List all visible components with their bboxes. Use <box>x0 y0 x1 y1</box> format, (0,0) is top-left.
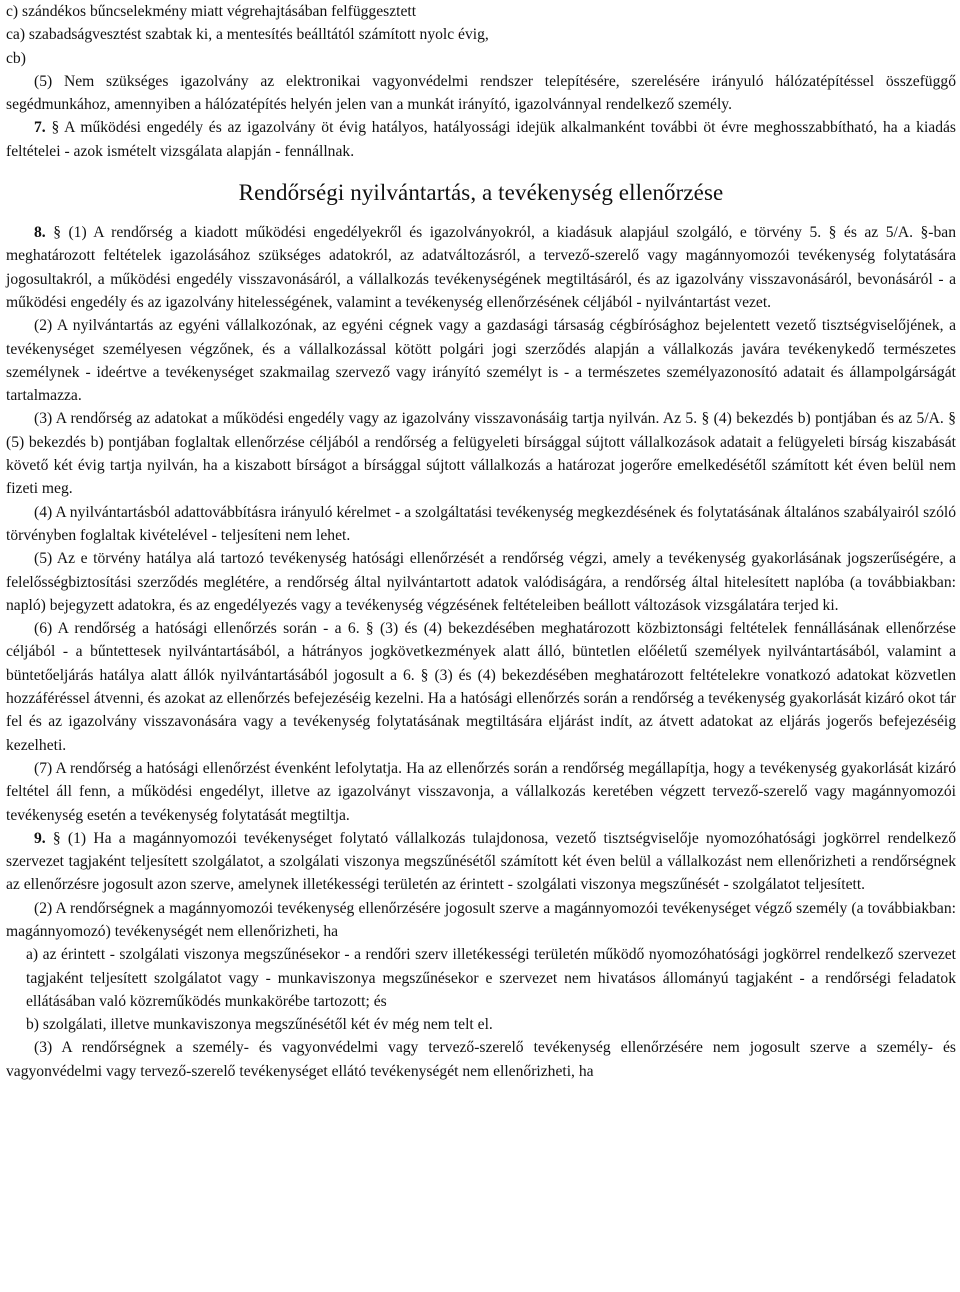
text-run: (1) A rendőrség a kiadott működési engedélyekről és igazolványokról, a kiadásuk alapjául szolgáló, e törvény 5. <box>60 224 829 242</box>
document-page <box>6 0 956 1083</box>
section-9-paragraph-1 <box>6 827 956 897</box>
section-sign: § <box>365 620 374 638</box>
section-sign: § <box>51 119 60 137</box>
section-sign: § <box>701 410 710 428</box>
section-number: 8. <box>34 224 46 242</box>
section-8-paragraph-7: (7) A rendőrség a hatósági ellenőrzést évenként lefolytatja. Ha az ellenőrzés során a rendőrség megállapítja, hogy a tevékenység gyakorlását kizáró feltétel áll fenn, a működési engedélyt, illetve az igazolványt visszavonja, a vállalkozás keretében végzett tervező-szerelő vagy magánnyomozói tevékenység esetén a tevékenység folytatását megtiltja. <box>6 759 956 824</box>
text-run: -ban meghatározott feltételek igazolásához szükséges adatokról, az adatváltozásról, a tervező-szerelő vagy magánnyomozói tevékenység folytatására jogosultakról, a működési engedély visszavonásáról, a vállalkozás tevékenységének megtiltásáról, és az igazolvány visszavonásáról, bevonásáról - a működési engedély és az igazolvány hitelességének, valamint a tevékenység ellenőrzésének céljából - nyilvántartást vezet. <box>6 224 956 311</box>
section-sign: § <box>828 224 837 242</box>
section-sign: § <box>53 224 61 242</box>
section-7 <box>6 116 956 163</box>
text-run: (1) Ha a magánnyomozói tevékenységet folytató vállalkozás tulajdonosa, vezető tisztségviselője nyomozóhatósági jogkörrel rendelkező szervezet tagjaként teljesített szolgálatot, a szolgálati viszonya megszűnésétől számított két éven belül a vállalkozást nem ellenőrizheti a rendőrségnek az ellenőrzésre jogosult azon szerve, amelynek illetékességi területén az érintett - szolgálati viszonya megszűnését - szolgálatot teljesített. <box>6 829 956 894</box>
list-item-cb: cb) <box>6 49 26 67</box>
text-run: (4) bekezdés b) pontjában és az 5/A. <box>709 410 949 428</box>
section-sign: § <box>920 224 929 242</box>
section-8-paragraph-6 <box>6 617 956 757</box>
section-9-item-a: a) az érintett - szolgálati viszonya megszűnésekor - a rendőri szerv illetékességi területén működő nyomozóhatósági jogkörrel rendelkező szervezet tagjaként teljesített szolgálatot vagy - munkaviszonya megszűnésekor e szervezet nem hivatásos állományú tagjaként - a rendőrségi feladatok ellátásában való közreműködés munkakörébe tartozott; és <box>26 946 956 1010</box>
section-9-paragraph-2: (2) A rendőrségnek a magánnyomozói tevékenység ellenőrzésére jogosult szerve a magánnyomozói tevékenységet végző személy (a továbbiakban: magánnyomozó) tevékenységét nem ellenőrizheti, ha <box>6 899 956 940</box>
section-8-paragraph-2: (2) A nyilvántartás az egyéni vállalkozónak, az egyéni cégnek vagy a gazdasági társaság cégbírósághoz bejelentett vezető tisztségviselőjének, a tevékenységet személyesen végzőnek, és a vállalkozással kötött polgári jogi szerződés alapján a vállalkozás javára tevékenykedő természetes személynek - ideértve a tevékenységet szakmailag szervező vagy irányító személyt is - a természetes személyazonosító adatait és állampolgárságát tartalmazza. <box>6 317 956 405</box>
section-8-paragraph-3 <box>6 407 956 500</box>
section-sign: § <box>948 410 956 428</box>
section-8-paragraph-5: (5) Az e törvény hatálya alá tartozó tevékenység hatósági ellenőrzését a rendőrség végzi, amely a tevékenység gyakorlásának jogszerűségére, a felelősségbiztosítási szerződés meglétére, a rendőrség által nyilvántartott adatok valódiságára, a rendőrség által hitelesített naplóba (a továbbiakban: napló) bejegyzett adatokra, és az engedélyezés vagy a tevékenység végzésének feltételeiben beállott változások vizsgálatára terjed ki. <box>6 550 956 614</box>
text-run: (3) és (4) bekezdésében meghatározott közbiztonsági feltételek fennállásának ellenőrzése céljából - a bűntettesek nyilvántartásából, a hátrányos jogkövetkezmények alatt álló, büntetlen előéletű személyek nyilvántartásából, valamint a büntetőeljárás hatálya alatt állók nyilvántartásából jogosult a 6. <box>6 620 956 684</box>
text-run: (5) bekezdés b) pontjában foglaltak ellenőrzése céljából a rendőrség a felügyeleti bírsággal sújtott vállalkozások adatait a felügyeleti bírság kiszabását követő két évig tartja nyilván, ha a kiszabott bírságot a bírsággal sújtott vállalkozás a határozat jogerőre emelkedésétől számított két éven belül nem fizeti meg. <box>6 433 956 498</box>
paragraph-5: (5) Nem szükséges igazolvány az elektronikai vagyonvédelmi rendszer telepítésére, szerelésére irányuló hálózatépítéssel összefüggő segédmunkához, amennyiben a hálózatépítés helyén jelen van a munkát irányító, igazolvánnyal rendelkező személy. <box>6 72 956 114</box>
section-8-paragraph-4: (4) A nyilvántartásból adattovábbításra irányuló kérelmet - a szolgáltatási tevékenység megkezdésének és folytatásának általános szabályairól szóló törvényben foglaltak kivételével - teljesíteni nem lehet. <box>6 503 956 544</box>
section-number: 7. <box>34 119 46 137</box>
section-sign: § <box>420 666 429 684</box>
section-9-item-b: b) szolgálati, illetve munkaviszonya megszűnésétől két év még nem telt el. <box>26 1016 493 1034</box>
section-sign: § <box>52 829 61 847</box>
list-item-c: c) szándékos bűncselekmény miatt végrehajtásában felfüggesztett <box>6 3 417 20</box>
list-item-ca: ca) szabadságvesztést szabtak ki, a mentesítés beálltától számított nyolc évig, <box>6 26 489 44</box>
section-7-text: A működési engedély és az igazolvány öt évig hatályos, hatályossági idejük alkalmanként további öt évre meghosszabbítható, ha a kiadás feltételei - azok ismételt vizsgálata alapján - fennállnak. <box>6 119 956 160</box>
text-run: és az 5/A. <box>836 224 921 242</box>
text-run: (3) és (4) bekezdésében meghatározott feltételekre vonatkozó adatokat közvetlen hozzáféréssel átvenni, és azokat az ellenőrzés befejezéséig kezelni. Ha a hatósági ellenőrzés során a rendőrség a tevékenység gyakorlását kizáró okot tár fel és az igazolvány visszavonására vagy a tevékenység folytatásának megtiltására eljárást indít, az átvett adatokat az eljárás jogerős befejezéséig kezelheti. <box>6 666 956 754</box>
text-run: (6) A rendőrség a hatósági ellenőrzés során - a 6. <box>34 620 366 638</box>
section-number: 9. <box>34 829 46 847</box>
section-9-paragraph-3: (3) A rendőrségnek a személy- és vagyonvédelmi vagy tervező-szerelő tevékenység ellenőrzésére nem jogosult szerve a személy- és vagyonvédelmi vagy tervező-szerelő tevékenységet ellátó tevékenységét nem ellenőrizheti, ha <box>6 1039 956 1080</box>
section-heading: Rendőrségi nyilvántartás, a tevékenység ellenőrzése <box>238 180 724 206</box>
section-8-paragraph-1 <box>6 221 956 314</box>
text-run: (3) A rendőrség az adatokat a működési engedély vagy az igazolvány visszavonásáig tartja nyilván. Az 5. <box>34 410 702 428</box>
